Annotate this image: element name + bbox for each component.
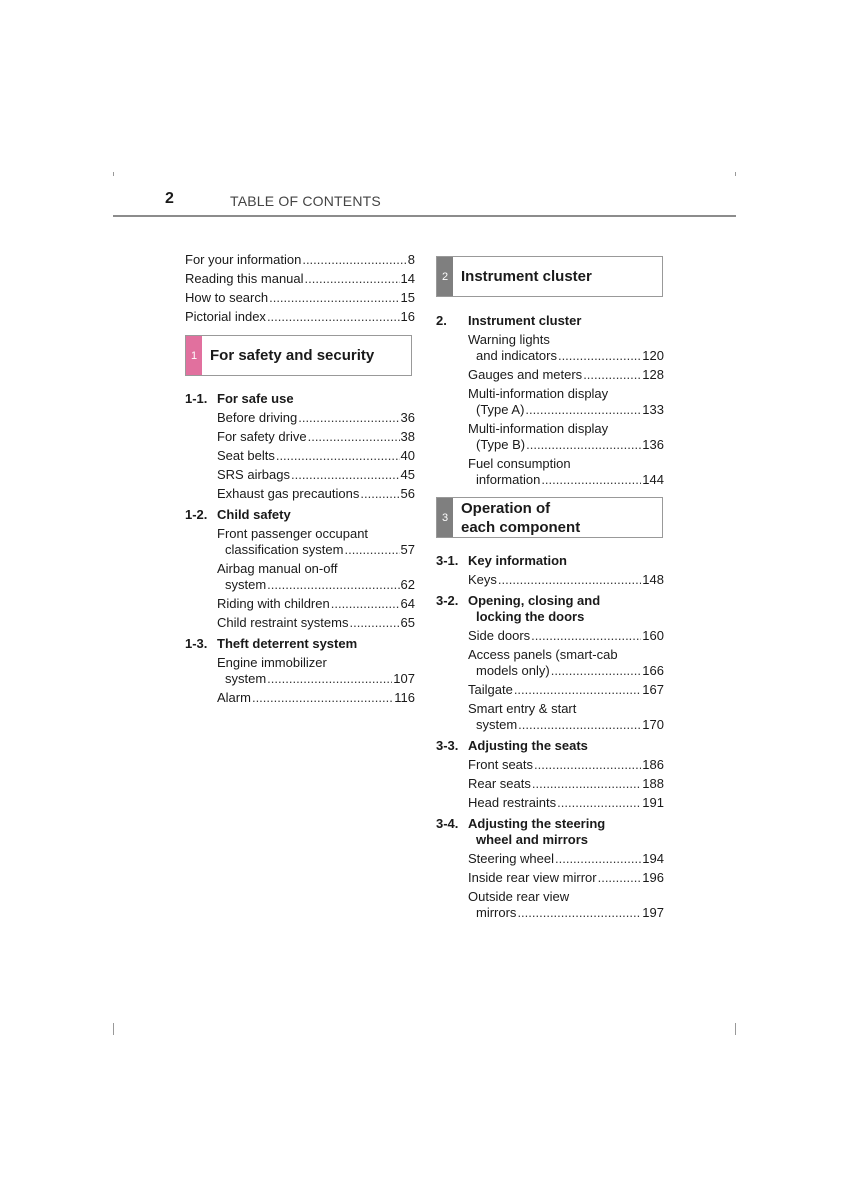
entry-title: (Type B) [476,437,526,452]
entry-title: models only) [476,663,550,678]
entry-title-line: Engine immobilizer [217,655,327,670]
entry-title: Exhaust gas precautions [217,486,360,501]
toc-entry[interactable] [468,776,664,792]
chapter-title: Instrument cluster [461,268,592,285]
toc-entry[interactable] [217,655,415,687]
crop-mark-bottom-left [113,1023,114,1035]
entry-page: 16 [400,309,415,324]
dot-leader [551,663,642,679]
toc-entry[interactable] [468,421,664,453]
chapter-header-3[interactable] [436,497,663,538]
toc-right-column [436,256,664,921]
header-rule [113,215,736,217]
entry-title: For your information [185,252,302,267]
toc-entry[interactable] [468,851,664,867]
toc-entry[interactable] [468,647,664,679]
section-heading[interactable] [436,593,664,625]
entry-page: 191 [642,795,664,810]
dot-leader [291,467,400,483]
section-title: Adjusting the steering [468,816,606,831]
entry-title: SRS airbags [217,467,290,482]
entry-title: mirrors [476,905,517,920]
toc-entry[interactable] [468,757,664,773]
entry-page: 144 [642,472,664,487]
toc-entry[interactable] [468,795,664,811]
dot-leader [344,542,399,558]
toc-entry[interactable] [217,410,415,426]
entry-title: Gauges and meters [468,367,583,382]
chapter-title: For safety and security [210,347,375,364]
entry-page: 148 [642,572,664,587]
entry-page: 40 [400,448,415,463]
entry-title: classification system [225,542,344,557]
dot-leader [267,671,392,687]
entry-page: 120 [642,348,664,363]
dot-leader [526,437,641,453]
entry-page: 160 [642,628,664,643]
dot-leader [532,776,641,792]
entry-title-line: Outside rear view [468,889,570,904]
entry-title: Rear seats [468,776,531,791]
dot-leader [305,271,400,287]
section-number: 1-1. [185,391,208,406]
toc-entry[interactable] [468,889,664,921]
entry-title: system [476,717,518,732]
dot-leader [598,870,642,886]
section-heading[interactable] [185,391,415,407]
entry-title: Before driving [217,410,298,425]
entry-page: 116 [394,690,415,705]
entry-page: 197 [642,905,664,920]
toc-entry[interactable] [468,386,664,418]
section-heading[interactable] [436,553,664,569]
toc-entry[interactable] [217,615,415,631]
dot-leader [360,486,399,502]
entry-page: 38 [400,429,415,444]
toc-entry[interactable] [468,456,664,488]
toc-entry[interactable] [217,429,415,445]
entry-title: Child restraint systems [217,615,349,630]
section-heading[interactable] [185,507,415,523]
chapter-title-line-2: each component [461,519,581,536]
toc-entry[interactable] [185,252,415,268]
dot-leader [541,472,641,488]
section-title: Opening, closing and [468,593,601,608]
section-title-line-2: wheel and mirrors [476,832,588,847]
entry-page: 36 [400,410,415,425]
section-title: Instrument cluster [468,313,582,328]
entry-title-line: Airbag manual on-off [217,561,338,576]
entry-page: 166 [642,663,664,678]
dot-leader [302,252,406,268]
dot-leader [531,628,641,644]
entry-page: 57 [400,542,415,557]
entry-title: Pictorial index [185,309,266,324]
section-title: Adjusting the seats [468,738,588,753]
section-number: 3-2. [436,593,459,608]
dot-leader [267,577,399,593]
crop-mark-top-left [113,172,114,176]
dot-leader [517,905,641,921]
toc-entry[interactable] [468,870,664,886]
running-title: TABLE OF CONTENTS [230,193,381,209]
toc-entry[interactable] [217,596,415,612]
entry-title-line: Smart entry & start [468,701,577,716]
section-title: Child safety [217,507,291,522]
toc-entry[interactable] [468,628,664,644]
toc-entry[interactable] [185,309,415,325]
dot-leader [498,572,641,588]
toc-left-column [185,252,415,706]
entry-title: information [476,472,541,487]
entry-title: Inside rear view mirror [468,870,597,885]
entry-page: 45 [400,467,415,482]
entry-title: Riding with children [217,596,330,611]
entry-page: 128 [642,367,664,382]
chapter-tab-2: 2 [437,257,453,296]
entry-title: How to search [185,290,269,305]
entry-title-line: Front passenger occupant [217,526,369,541]
dot-leader [269,290,399,306]
entry-page: 186 [642,757,664,772]
entry-title: and indicators [476,348,557,363]
entry-page: 56 [400,486,415,501]
chapter-header-1[interactable] [185,335,412,376]
section-number: 1-3. [185,636,208,651]
dot-leader [534,757,641,773]
dot-leader [276,448,400,464]
toc-entry[interactable] [468,572,664,588]
section-number: 2. [436,313,447,328]
entry-page: 64 [400,596,415,611]
dot-leader [514,682,641,698]
entry-page: 167 [642,682,664,697]
entry-title: Reading this manual [185,271,304,286]
dot-leader [331,596,400,612]
entry-page: 14 [400,271,415,286]
entry-page: 196 [642,870,664,885]
entry-title: Front seats [468,757,534,772]
entry-page: 65 [400,615,415,630]
dot-leader [558,348,641,364]
entry-title-line: Warning lights [468,332,550,347]
entry-page: 170 [642,717,664,732]
section-title-line-2: locking the doors [476,609,585,624]
chapter-title [453,498,588,537]
section-number: 3-1. [436,553,459,568]
section-title: For safe use [217,391,294,406]
entry-title: Side doors [468,628,531,643]
entry-title: Keys [468,572,497,587]
toc-entry[interactable] [217,467,415,483]
entry-title: For safety drive [217,429,307,444]
section-number: 3-3. [436,738,459,753]
entry-title: system [225,671,267,686]
entry-title: Steering wheel [468,851,554,866]
entry-title: system [225,577,267,592]
entry-page: 107 [393,671,415,686]
page-number: 2 [165,190,174,207]
toc-entry[interactable] [217,690,415,706]
section-title: Key information [468,553,567,568]
toc-entry[interactable] [185,271,415,287]
entry-title: Tailgate [468,682,513,697]
dot-leader [252,690,393,706]
toc-entry[interactable] [185,290,415,306]
entry-title-line: Access panels (smart-cab [468,647,618,662]
crop-mark-bottom-right [735,1023,736,1035]
dot-leader [518,717,641,733]
dot-leader [267,309,400,325]
chapter-tab-3: 3 [437,498,453,537]
section-heading[interactable] [185,636,415,652]
entry-title-line: Fuel consumption [468,456,571,471]
toc-entry[interactable] [468,701,664,733]
dot-leader [298,410,399,426]
toc-entry[interactable] [468,682,664,698]
entry-page: 8 [407,252,415,267]
dot-leader [555,851,641,867]
entry-title-line: Multi-information display [468,386,609,401]
toc-entry[interactable] [217,526,415,558]
section-number: 1-2. [185,507,208,522]
toc-entry[interactable] [468,332,664,364]
entry-page: 188 [642,776,664,791]
section-heading[interactable] [436,816,664,848]
dot-leader [525,402,641,418]
section-title: Theft deterrent system [217,636,358,651]
dot-leader [557,795,641,811]
entry-title: Head restraints [468,795,557,810]
dot-leader [349,615,399,631]
dot-leader [308,429,400,445]
toc-entry[interactable] [468,367,664,383]
crop-mark-top-right [735,172,736,176]
entry-title: Alarm [217,690,251,705]
section-heading[interactable] [436,738,664,754]
entry-page: 62 [400,577,415,592]
toc-entry[interactable] [217,561,415,593]
entry-title: Seat belts [217,448,275,463]
chapter-title-line-1: Operation of [461,500,551,517]
entry-page: 15 [400,290,415,305]
entry-title-line: Multi-information display [468,421,609,436]
toc-entry[interactable] [217,486,415,502]
section-heading[interactable] [436,313,664,329]
entry-page: 136 [642,437,664,452]
chapter-header-2[interactable] [436,256,663,297]
entry-page: 133 [642,402,664,417]
section-number: 3-4. [436,816,459,831]
entry-title: (Type A) [476,402,525,417]
toc-entry[interactable] [217,448,415,464]
chapter-tab-1: 1 [186,336,202,375]
dot-leader [583,367,641,383]
entry-page: 194 [642,851,664,866]
